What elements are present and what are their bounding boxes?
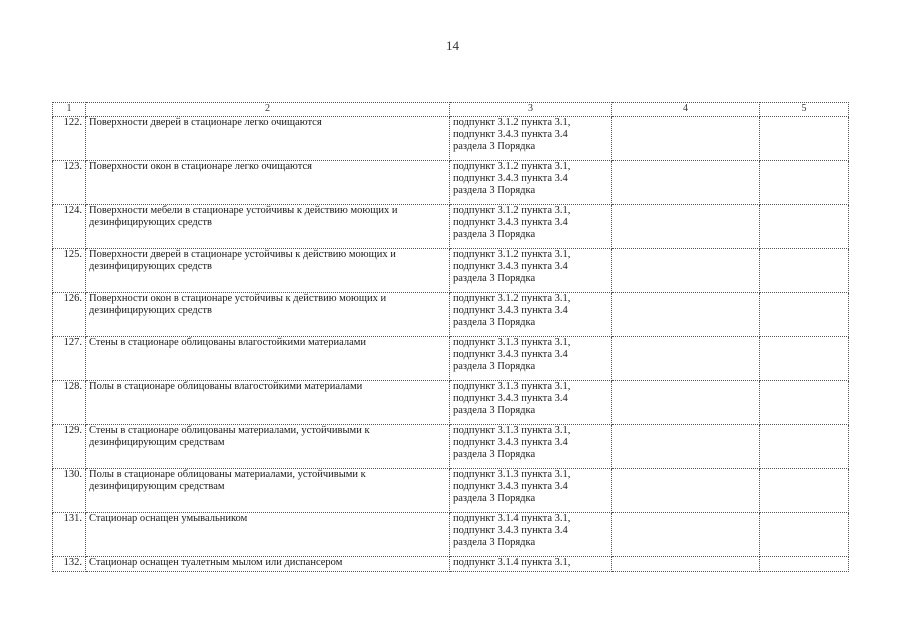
column-4-cell: [612, 249, 760, 293]
reference-cell: [450, 381, 612, 425]
column-5-cell: [760, 381, 849, 425]
row-number: 124.: [53, 205, 86, 249]
page-number: 14: [446, 38, 459, 53]
reference-line: подпункт 3.4.3 пункта 3.4: [453, 305, 568, 316]
requirement-text: Стены в стационаре облицованы влагостойкими материалами: [86, 337, 450, 381]
checklist-table: [52, 102, 849, 572]
reference-line: подпункт 3.1.3 пункта 3.1,: [453, 381, 571, 392]
requirement-text: Поверхности дверей в стационаре легко очищаются: [86, 117, 450, 161]
column-4-cell: [612, 161, 760, 205]
table-header-row: [53, 103, 849, 117]
row-number: 130.: [53, 469, 86, 513]
reference-line: подпункт 3.1.3 пункта 3.1,: [453, 425, 571, 436]
row-number: 123.: [53, 161, 86, 205]
column-header-4: 4: [612, 103, 760, 117]
reference-line: раздела 3 Порядка: [453, 405, 536, 416]
column-4-cell: [612, 557, 760, 572]
column-5-cell: [760, 249, 849, 293]
table-row: [53, 469, 849, 513]
requirement-text: Полы в стационаре облицованы влагостойкими материалами: [86, 381, 450, 425]
row-number: 126.: [53, 293, 86, 337]
reference-cell: [450, 557, 612, 572]
column-header-3: 3: [450, 103, 612, 117]
table-row: [53, 117, 849, 161]
row-number: 128.: [53, 381, 86, 425]
column-5-cell: [760, 205, 849, 249]
column-5-cell: [760, 513, 849, 557]
column-5-cell: [760, 161, 849, 205]
reference-cell: [450, 425, 612, 469]
reference-cell: [450, 337, 612, 381]
reference-line: подпункт 3.4.3 пункта 3.4: [453, 261, 568, 272]
reference-line: раздела 3 Порядка: [453, 493, 536, 504]
table-row: [53, 161, 849, 205]
reference-line: подпункт 3.1.4 пункта 3.1,: [453, 513, 571, 524]
column-4-cell: [612, 425, 760, 469]
column-5-cell: [760, 557, 849, 572]
reference-line: подпункт 3.4.3 пункта 3.4: [453, 349, 568, 360]
column-header-2: 2: [86, 103, 450, 117]
reference-line: раздела 3 Порядка: [453, 273, 536, 284]
reference-line: подпункт 3.4.3 пункта 3.4: [453, 481, 568, 492]
row-number: 131.: [53, 513, 86, 557]
requirement-text: Поверхности окон в стационаре легко очищаются: [86, 161, 450, 205]
table-row: [53, 513, 849, 557]
reference-cell: [450, 469, 612, 513]
requirement-text: Поверхности дверей в стационаре устойчивы к действию моющих и дезинфицирующих средств: [86, 249, 450, 293]
reference-line: подпункт 3.1.3 пункта 3.1,: [453, 337, 571, 348]
column-5-cell: [760, 337, 849, 381]
table-row: [53, 425, 849, 469]
reference-line: раздела 3 Порядка: [453, 229, 536, 240]
column-5-cell: [760, 293, 849, 337]
row-number: 127.: [53, 337, 86, 381]
column-4-cell: [612, 513, 760, 557]
reference-line: подпункт 3.4.3 пункта 3.4: [453, 217, 568, 228]
row-number: 122.: [53, 117, 86, 161]
requirement-text: Стены в стационаре облицованы материалами, устойчивыми к дезинфицирующим средствам: [86, 425, 450, 469]
reference-line: раздела 3 Порядка: [453, 449, 536, 460]
row-number: 129.: [53, 425, 86, 469]
column-4-cell: [612, 337, 760, 381]
reference-line: раздела 3 Порядка: [453, 185, 536, 196]
column-4-cell: [612, 293, 760, 337]
reference-cell: [450, 161, 612, 205]
reference-line: подпункт 3.4.3 пункта 3.4: [453, 129, 568, 140]
column-5-cell: [760, 117, 849, 161]
column-header-1: 1: [53, 103, 86, 117]
reference-line: подпункт 3.4.3 пункта 3.4: [453, 525, 568, 536]
reference-line: раздела 3 Порядка: [453, 537, 536, 548]
table-row: [53, 293, 849, 337]
column-header-5: 5: [760, 103, 849, 117]
column-5-cell: [760, 469, 849, 513]
requirement-text: Полы в стационаре облицованы материалами, устойчивыми к дезинфицирующим средствам: [86, 469, 450, 513]
table-row: [53, 249, 849, 293]
reference-line: подпункт 3.1.2 пункта 3.1,: [453, 117, 571, 128]
reference-line: подпункт 3.1.3 пункта 3.1,: [453, 469, 571, 480]
column-4-cell: [612, 117, 760, 161]
reference-cell: [450, 293, 612, 337]
table-row: [53, 205, 849, 249]
reference-cell: [450, 205, 612, 249]
reference-line: подпункт 3.1.2 пункта 3.1,: [453, 161, 571, 172]
row-number: 132.: [53, 557, 86, 572]
reference-line: подпункт 3.4.3 пункта 3.4: [453, 393, 568, 404]
reference-cell: [450, 513, 612, 557]
column-4-cell: [612, 381, 760, 425]
reference-line: раздела 3 Порядка: [453, 317, 536, 328]
table-row: [53, 557, 849, 572]
reference-line: раздела 3 Порядка: [453, 361, 536, 372]
reference-cell: [450, 117, 612, 161]
column-4-cell: [612, 469, 760, 513]
column-4-cell: [612, 205, 760, 249]
reference-line: раздела 3 Порядка: [453, 141, 536, 152]
reference-cell: [450, 249, 612, 293]
reference-line: подпункт 3.1.2 пункта 3.1,: [453, 293, 571, 304]
reference-line: подпункт 3.4.3 пункта 3.4: [453, 173, 568, 184]
requirement-text: Поверхности окон в стационаре устойчивы к действию моющих и дезинфицирующих средств: [86, 293, 450, 337]
column-5-cell: [760, 425, 849, 469]
reference-line: подпункт 3.1.2 пункта 3.1,: [453, 249, 571, 260]
table-row: [53, 381, 849, 425]
requirement-text: Стационар оснащен умывальником: [86, 513, 450, 557]
requirement-text: Поверхности мебели в стационаре устойчивы к действию моющих и дезинфицирующих средств: [86, 205, 450, 249]
reference-line: подпункт 3.1.2 пункта 3.1,: [453, 205, 571, 216]
reference-line: подпункт 3.1.4 пункта 3.1,: [453, 557, 571, 568]
table-row: [53, 337, 849, 381]
reference-line: подпункт 3.4.3 пункта 3.4: [453, 437, 568, 448]
requirement-text: Стационар оснащен туалетным мылом или диспансером: [86, 557, 450, 572]
row-number: 125.: [53, 249, 86, 293]
